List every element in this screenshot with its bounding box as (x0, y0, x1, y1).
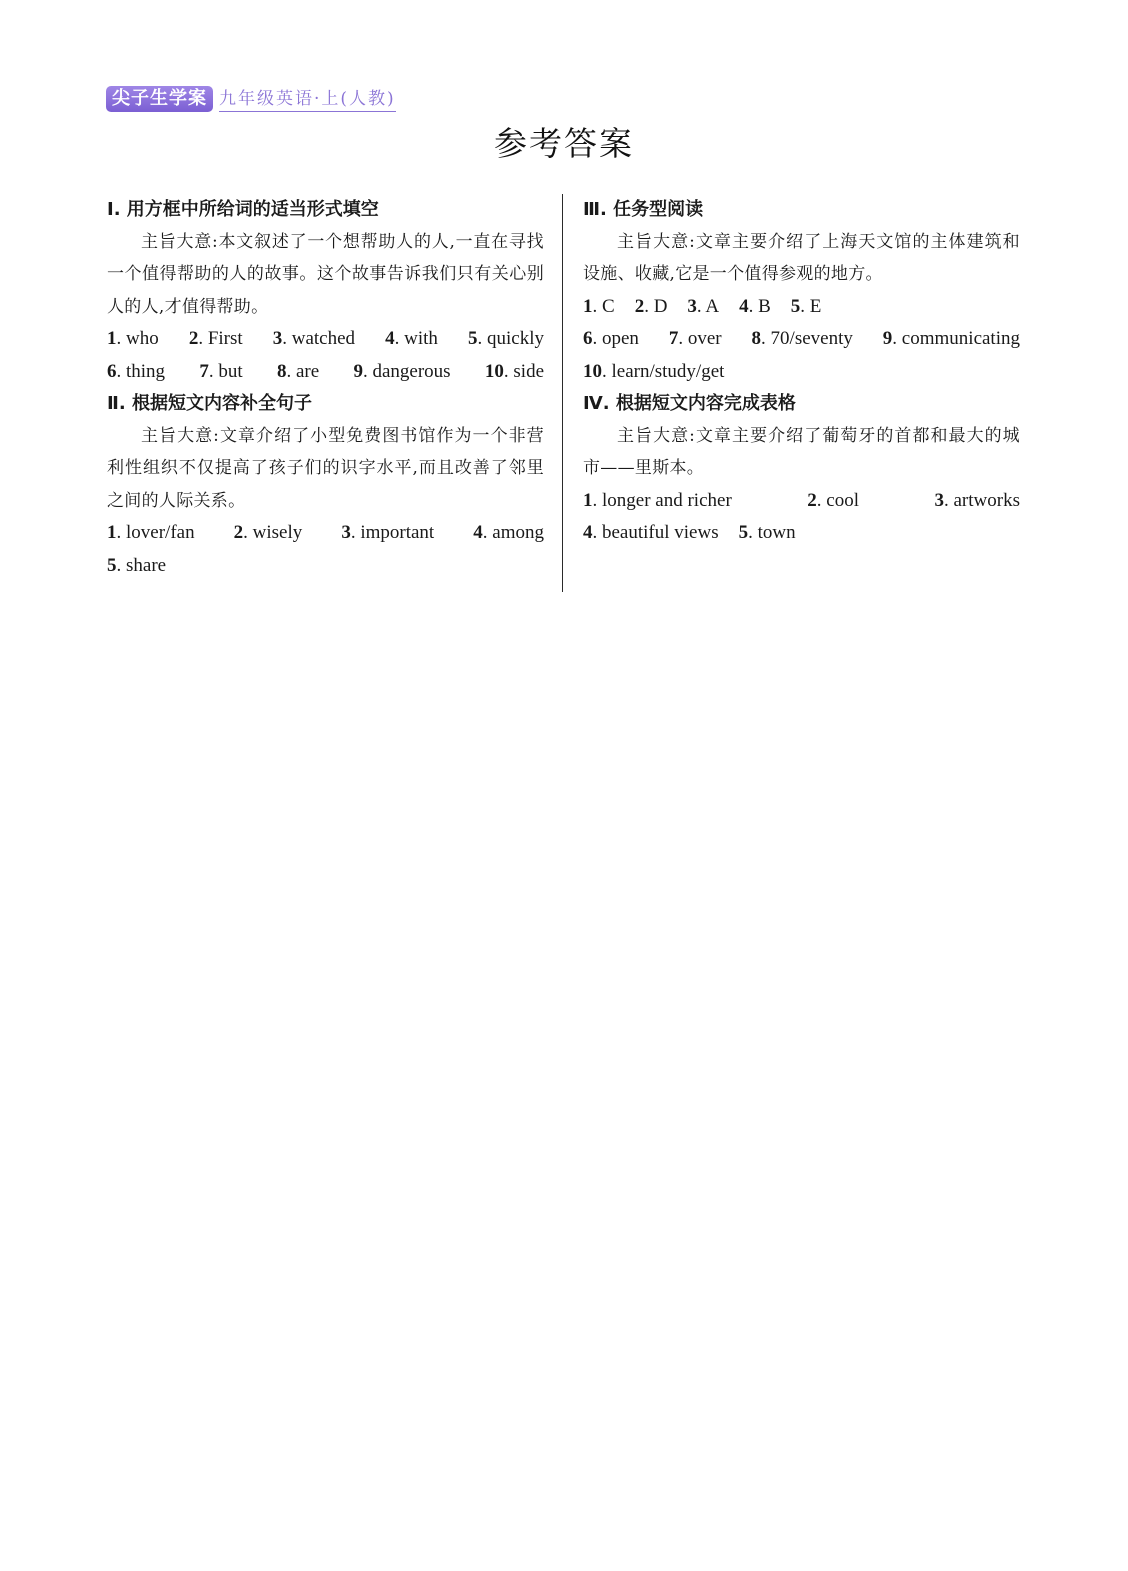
answer-number: 3 (341, 522, 351, 544)
section-heading: Ⅳ. 根据短文内容完成表格 (583, 392, 796, 414)
answer-text: town (757, 522, 796, 544)
answer-item: 9. communicating (882, 328, 1020, 350)
answer-item: 10. learn/study/get (583, 360, 725, 382)
answer-number: 3 (687, 295, 697, 317)
answer-text: First (207, 328, 243, 350)
answer-number: 4 (473, 522, 483, 544)
answer-text: lover/fan (126, 522, 195, 544)
answer-item: 2. First (188, 328, 243, 350)
answer-item: 4. among (473, 522, 544, 544)
answer-number: 1 (583, 489, 593, 511)
answer-number: 10 (583, 360, 602, 382)
answer-item: 6. open (583, 328, 639, 350)
answer-number: 2 (634, 295, 645, 317)
answer-text: A (705, 295, 720, 317)
answer-text: cool (826, 489, 859, 511)
page-title: 参考答案 (494, 124, 634, 163)
answer-item: 2. cool (807, 489, 859, 511)
answer-item: 1. C (583, 295, 615, 317)
answer-item: 3. A (687, 295, 720, 317)
header-brand (106, 86, 396, 112)
answer-item: 7. but (199, 360, 243, 382)
section-summary: 主旨大意:文章主要介绍了葡萄牙的首都和最大的城市——里斯本。 (583, 425, 1020, 479)
answer-number: 5 (790, 295, 801, 317)
section-2 (107, 388, 544, 582)
answer-row (107, 550, 544, 582)
answer-item: 3. artworks (934, 489, 1020, 511)
answer-number: 2 (807, 489, 817, 511)
answer-item: 3. watched (272, 328, 356, 350)
left-column (107, 194, 544, 582)
answer-text: with (404, 328, 438, 350)
answer-text: 70/seventy (770, 328, 853, 350)
answer-number: 4 (385, 328, 395, 350)
answer-row (583, 517, 1020, 549)
answer-row (107, 356, 544, 388)
section-heading: Ⅰ. 用方框中所给词的适当形式填空 (107, 199, 379, 220)
answer-number: 3 (934, 489, 944, 511)
answer-text: longer and richer (602, 489, 732, 511)
answer-number: 7 (668, 328, 679, 350)
answer-text: open (602, 328, 639, 350)
answer-item: 3. important (341, 522, 435, 544)
answer-number: 3 (272, 328, 283, 350)
answer-number: 5 (738, 522, 749, 544)
section-1 (107, 194, 544, 388)
answer-text: E (809, 295, 822, 317)
answer-text: wisely (252, 522, 303, 544)
answer-row (583, 323, 1020, 355)
answer-number: 6 (583, 328, 593, 350)
answer-text: D (653, 295, 668, 317)
section-summary: 主旨大意:本文叙述了一个想帮助人的人,一直在寻找一个值得帮助的人的故事。这个故事告诉我们只有关心别人的人,才值得帮助。 (107, 232, 544, 317)
answer-text: watched (291, 328, 356, 350)
answer-text: artworks (953, 489, 1020, 511)
answer-item: 5. E (790, 295, 822, 317)
section-summary: 主旨大意:文章主要介绍了上海天文馆的主体建筑和设施、收藏,它是一个值得参观的地方。 (583, 232, 1020, 285)
answer-number: 9 (353, 360, 363, 382)
answer-number: 1 (107, 522, 117, 544)
answer-number: 2 (188, 328, 199, 350)
answer-text: dangerous (372, 360, 451, 382)
answer-item: 4. B (739, 295, 771, 317)
answer-row (583, 291, 1020, 323)
answer-item: 9. dangerous (353, 360, 451, 382)
answer-text: thing (126, 360, 166, 382)
answer-number: 6 (107, 360, 117, 382)
answer-item: 5. quickly (468, 328, 544, 350)
answer-text: C (602, 295, 615, 317)
answer-number: 1 (583, 295, 593, 317)
answer-item: 10. side (484, 360, 544, 382)
answer-text: learn/study/get (611, 360, 725, 382)
answer-number: 4 (583, 522, 593, 544)
answer-number: 4 (739, 295, 749, 317)
answer-text: are (295, 360, 320, 382)
answer-item: 6. thing (107, 360, 166, 382)
answer-item: 5. share (107, 554, 167, 576)
answer-number: 7 (199, 360, 209, 382)
answer-number: 8 (276, 360, 287, 382)
section-4 (583, 388, 1020, 550)
answer-row (107, 517, 544, 549)
right-column (583, 194, 1020, 550)
answer-item: 8. are (276, 360, 320, 382)
answer-item: 4. beautiful views (583, 522, 719, 544)
answer-text: among (492, 522, 544, 544)
answer-number: 2 (233, 522, 244, 544)
answer-text: side (513, 360, 544, 382)
answer-text: communicating (901, 328, 1020, 350)
answer-text: but (218, 360, 243, 382)
book-subtitle: 九年级英语·上(人教) (219, 88, 396, 112)
answer-item: 7. over (668, 328, 722, 350)
answer-number: 9 (882, 328, 893, 350)
section-3 (583, 194, 1020, 388)
answer-item: 2. D (634, 295, 668, 317)
answer-item: 4. with (385, 328, 438, 350)
answer-row (583, 356, 1020, 388)
answer-item: 1. who (107, 328, 159, 350)
answer-text: beautiful views (602, 522, 719, 544)
answer-item: 8. 70/seventy (751, 328, 853, 350)
answer-item: 1. lover/fan (107, 522, 195, 544)
answer-text: over (687, 328, 722, 350)
section-summary: 主旨大意:文章介绍了小型免费图书馆作为一个非营利性组织不仅提高了孩子们的识字水平,而且改善了邻里之间的人际关系。 (107, 426, 544, 511)
answer-text: who (126, 328, 159, 350)
answer-text: share (126, 554, 167, 576)
answer-item: 5. town (738, 522, 796, 544)
column-divider (562, 194, 563, 592)
brand-badge: 尖子生学案 (106, 86, 213, 112)
answer-text: quickly (487, 328, 544, 350)
answer-text: important (360, 522, 435, 544)
answer-item: 2. wisely (233, 522, 303, 544)
section-heading: Ⅱ. 根据短文内容补全句子 (107, 393, 312, 414)
section-heading: Ⅲ. 任务型阅读 (583, 199, 704, 220)
answer-text: B (758, 295, 771, 317)
answer-row (583, 485, 1020, 517)
answer-row (107, 323, 544, 355)
answer-number: 5 (107, 554, 117, 576)
answer-number: 10 (484, 360, 504, 382)
answer-number: 5 (468, 328, 478, 350)
answer-item: 1. longer and richer (583, 489, 732, 511)
answer-number: 8 (751, 328, 762, 350)
answer-number: 1 (107, 328, 117, 350)
